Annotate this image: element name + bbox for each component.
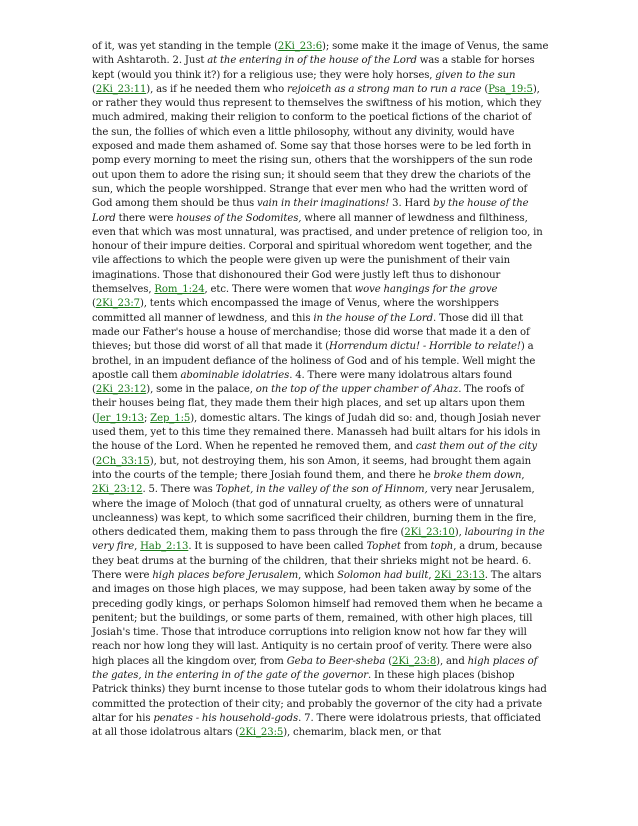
scripture-reference-link[interactable]: 2Ki_23:7 xyxy=(95,298,140,310)
text-run: from xyxy=(400,541,431,553)
italic-quote: at the entering in of the house of the Lord xyxy=(207,55,417,67)
scripture-reference-link[interactable]: 2Ki_23:10 xyxy=(404,527,455,539)
text-run: . It is supposed to have been called xyxy=(188,541,367,553)
text-run: ), domestic altars. The kings of Judah did so: and, though Josiah never used them, yet to this time they remained there. Manasseh had built altars for his idols in the house of the Lord. When he repented he removed them, and xyxy=(92,412,541,453)
text-run: ), but, not destroying them, his son Amon, it seems, had brought them again into the courts of the temple; there Josiah found them, and there he xyxy=(92,455,532,481)
italic-quote: high places before Jerusalem xyxy=(152,569,299,581)
italic-quote: penates - his household-gods xyxy=(153,712,299,724)
scripture-reference-link[interactable]: 2Ki_23:13 xyxy=(434,569,485,581)
text-run: , xyxy=(428,569,435,581)
text-run: ), xyxy=(454,527,465,539)
scripture-reference-link[interactable]: Zep_1:5 xyxy=(150,412,191,424)
scripture-reference-link[interactable]: Hab_2:13 xyxy=(140,541,189,553)
italic-quote: Geba to Beer-sheba xyxy=(286,655,386,667)
scripture-reference-link[interactable]: 2Ki_23:5 xyxy=(239,727,284,739)
scripture-reference-link[interactable]: 2Ki_23:11 xyxy=(95,83,147,95)
text-run: . The roofs of their houses being flat, they made them their high places, and set up altars upon them ( xyxy=(92,384,525,424)
italic-quote: given to the sun xyxy=(435,69,516,81)
scripture-reference-link[interactable]: Jer_19:13 xyxy=(95,412,144,424)
scripture-reference-link[interactable]: 2Ki_23:6 xyxy=(277,41,323,52)
text-run: , etc. There were women that xyxy=(204,284,355,296)
italic-quote: Horrendum dictu! - Horrible to relate! xyxy=(329,341,521,353)
italic-quote: wove hangings for the grove xyxy=(354,284,498,296)
scripture-reference-link[interactable]: 2Ch_33:15 xyxy=(95,455,150,467)
text-run: , xyxy=(134,541,141,553)
text-run: ), tents which encompassed the image of Venus, where the worshippers committed all manner of lewdness, and this xyxy=(92,298,499,324)
italic-quote: houses of the Sodomites, xyxy=(176,212,302,224)
italic-quote: abominable idolatries xyxy=(180,369,290,381)
italic-quote: Solomon had built xyxy=(337,569,429,581)
text-run: very near Jerusalem, where the image of Moloch (that god of unnatural cruelty, as others were of unnatural uncleanness) was kept, to which some sacrificed their children, burning them in the fire, others dedicated them, making them to pass through the fire ( xyxy=(92,484,537,539)
italic-quote: rejoiceth as a strong man to run a race xyxy=(287,83,482,95)
italic-quote: Tophet xyxy=(366,541,401,553)
scripture-reference-link[interactable]: 2Ki_23:8 xyxy=(392,655,437,667)
text-run: ); some make it the image of Venus, the same with Ashtaroth. 2. Just xyxy=(92,41,549,67)
text-run: , which xyxy=(298,569,338,581)
text-run: ), or rather they would thus represent to themselves the swiftness of his motion, which they much admired, making their religion to conform to the poetical fictions of the chariot of the sun, the follies of which even a little philosophy, without any divinity, would have exposed and made them ashamed of. Some say that those horses were to be led forth in pomp every morning to meet the rising sun, others that the worshippers of the sun rode out upon them to adore the rising sun; it should seem that they drew the chariots of the sun, which the people worshipped. Strange that ever men who had the written word of God among them should be thus xyxy=(92,83,542,210)
text-run: ( xyxy=(92,455,96,467)
text-run: . Those did ill that made our Father's house a house of merchandise; those did worse that made it a den of thieves; but those did worst of all that made it ( xyxy=(92,312,530,353)
commentary-paragraph xyxy=(92,40,550,741)
text-run: . In these high places (bishop Patrick thinks) they burnt incense to those tutelar gods to whom their idolatrous kings had committed the protection of their city; and probably the governor of the city had a private altar for his xyxy=(92,670,547,724)
text-run: ( xyxy=(385,655,393,667)
italic-quote: in the house of the Lord xyxy=(313,312,433,324)
text-run: , xyxy=(521,469,525,481)
text-run: ), and xyxy=(436,655,468,667)
text-run: ), some in the palace, xyxy=(146,384,256,396)
scripture-reference-link[interactable]: Psa_19:5 xyxy=(488,83,533,95)
italic-quote: vain in their imaginations! xyxy=(257,198,390,210)
italic-quote: toph xyxy=(430,541,454,553)
text-run: ( xyxy=(92,298,96,310)
text-run: ; xyxy=(143,412,151,424)
italic-quote: broke them down xyxy=(433,469,522,481)
text-run: of it, was yet standing in the temple ( xyxy=(92,41,278,52)
text-run: , a drum, because they beat drums at the burning of the children, that their shrieks might not be heard. 6. There were xyxy=(92,541,543,581)
italic-quote: Tophet, in the valley of the son of Hinnom, xyxy=(215,484,428,496)
italic-quote: high places of the gates, in the entering in of the gate of the governor xyxy=(92,655,538,682)
italic-quote: on the top of the upper chamber of Ahaz xyxy=(255,384,459,396)
text-run: ) a brothel, in an impudent defiance of the holiness of God and of his temple. Well might the apostle call them xyxy=(92,341,536,381)
text-run: 3. Hard xyxy=(389,198,434,210)
text-run: ( xyxy=(92,83,96,95)
text-run: ), as if he needed them who xyxy=(146,83,287,95)
text-run: . The altars and images on those high places, we may suppose, had been taken away by some of the preceding godly kings, or perhaps Solomon himself had removed them when he became a penitent; but the buildings, or some parts of them, remained, with other high places, till Josiah's time. Those that introduce corruptions into religion know not how far they will reach nor how long they will last. Antiquity is no certain proof of verity. There were also high places all the kingdom over, from xyxy=(92,569,543,667)
text-run: . 7. There were idolatrous priests, that officiated at all those idolatrous altars ( xyxy=(92,712,541,739)
italic-quote: cast them out of the city xyxy=(415,441,537,453)
text-run: was a stable for horses kept (would you think it?) for a religious use; they were holy horses, xyxy=(92,55,535,81)
document-page xyxy=(92,40,550,741)
scripture-reference-link[interactable]: 2Ki_23:12 xyxy=(92,484,143,496)
text-run: ( xyxy=(481,83,489,95)
italic-quote: by the house of the Lord xyxy=(92,198,529,224)
text-run: . 4. There were many idolatrous altars found ( xyxy=(92,369,513,396)
scripture-reference-link[interactable]: Rom_1:24 xyxy=(154,284,205,296)
scripture-reference-link[interactable]: 2Ki_23:12 xyxy=(95,384,147,396)
text-run: . 5. There was xyxy=(142,484,216,496)
text-run: there were xyxy=(115,212,177,224)
text-run: ), chemarim, black men, or that xyxy=(283,727,442,739)
italic-quote: labouring in the very fire xyxy=(92,527,545,553)
text-run: where all manner of lewdness and filthiness, even that which was most unnatural, was practised, and under pretence of religion too, in honour of their impure deities. Corporal and spiritual whoredom went together, and the vile affections to which the people were given up were the punishment of their vain imaginations. Those that dishonoured their God were justly left thus to dishonour themselves, xyxy=(92,212,543,296)
